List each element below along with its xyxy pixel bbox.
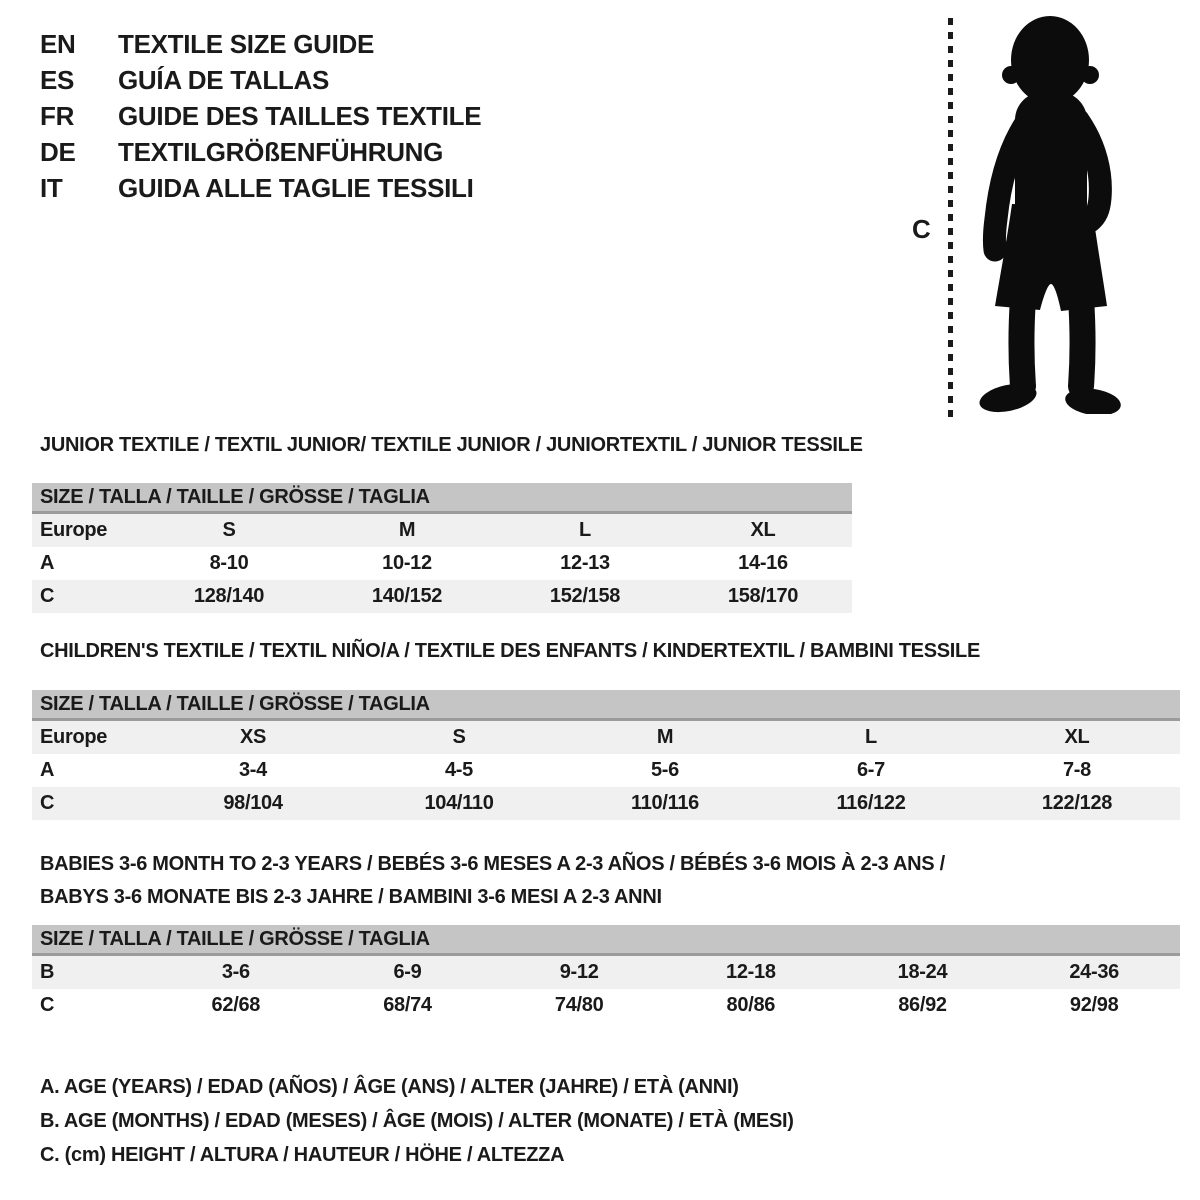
lang-row-es: [40, 62, 481, 98]
lang-code: FR: [40, 101, 75, 131]
table-row: [32, 721, 1180, 754]
table-cell: 110/116: [631, 792, 699, 814]
table-cell: 3-6: [221, 961, 250, 983]
table-cell: 152/158: [549, 585, 621, 607]
row-label: Europe: [40, 519, 108, 541]
row-label: A: [40, 759, 55, 781]
legend-age-years: A. AGE (YEARS) / EDAD (AÑOS) / ÂGE (ANS) / ALTER (JAHRE) / ETÀ (ANNI): [40, 1076, 739, 1098]
table-cell: 140/152: [371, 585, 443, 607]
table-cell: 68/74: [383, 994, 432, 1016]
size-header-bar: SIZE / TALLA / TAILLE / GRÖSSE / TAGLIA: [32, 925, 1180, 956]
table-cell: 18-24: [897, 961, 948, 983]
legend-height-cm: C. (cm) HEIGHT / ALTURA / HAUTEUR / HÖHE / ALTEZZA: [40, 1144, 565, 1166]
table-cell: 12-13: [560, 552, 610, 574]
section-childrens-textile: [32, 640, 1180, 820]
lang-row-fr: [40, 98, 481, 134]
table-cell: 128/140: [193, 585, 265, 607]
table-cell: 6-7: [856, 759, 885, 781]
table-cell: 8-10: [209, 552, 249, 574]
legend-age-months: B. AGE (MONTHS) / EDAD (MESES) / ÂGE (MOIS) / ALTER (MONATE) / ETÀ (MESI): [40, 1110, 794, 1132]
lang-label: GUIDA ALLE TAGLIE TESSILI: [118, 173, 474, 203]
table-cell: 5-6: [650, 759, 679, 781]
table-cell: 7-8: [1062, 759, 1091, 781]
table-cell: 104/110: [424, 792, 494, 814]
table-cell: 12-18: [726, 961, 776, 983]
table-row: [32, 754, 1180, 787]
table-cell: 80/86: [726, 994, 776, 1016]
table-cell: S: [222, 519, 236, 541]
table-row: [32, 514, 852, 547]
section-title: JUNIOR TEXTILE / TEXTIL JUNIOR/ TEXTILE JUNIOR / JUNIORTEXTIL / JUNIOR TESSILE: [40, 434, 863, 456]
table-cell: L: [579, 519, 591, 541]
section-title-line1: BABIES 3-6 MONTH TO 2-3 YEARS / BEBÉS 3-6 MESES A 2-3 AÑOS / BÉBÉS 3-6 MOIS À 2-3 ANS /: [40, 853, 945, 875]
row-label: A: [40, 552, 55, 574]
row-label: C: [40, 792, 55, 814]
section-babies-textile: [32, 848, 1180, 1022]
measurement-legend: [40, 1070, 794, 1172]
size-header-bar: SIZE / TALLA / TAILLE / GRÖSSE / TAGLIA: [32, 483, 852, 514]
table-row: [32, 989, 1180, 1022]
table-cell: 10-12: [382, 552, 432, 574]
lang-label: GUÍA DE TALLAS: [118, 65, 330, 95]
height-measure-label: C: [912, 214, 931, 244]
table-cell: 86/92: [898, 994, 947, 1016]
table-cell: XL: [750, 519, 776, 541]
table-cell: 6-9: [393, 961, 422, 983]
lang-row-en: [40, 26, 481, 62]
table-cell: S: [452, 726, 466, 748]
table-cell: 158/170: [727, 585, 799, 607]
lang-row-it: [40, 170, 481, 206]
lang-code: EN: [40, 29, 76, 59]
section-title: CHILDREN'S TEXTILE / TEXTIL NIÑO/A / TEXTILE DES ENFANTS / KINDERTEXTIL / BAMBINI TESSILE: [40, 640, 980, 662]
lang-code: DE: [40, 137, 76, 167]
table-cell: 3-4: [238, 759, 267, 781]
height-measure-dashed-line: [948, 18, 953, 418]
table-cell: 4-5: [444, 759, 473, 781]
table-cell: 92/98: [1069, 994, 1119, 1016]
table-cell: L: [865, 726, 877, 748]
table-cell: 122/128: [1041, 792, 1113, 814]
table-cell: 62/68: [211, 994, 261, 1016]
children-size-table: [32, 690, 1180, 820]
lang-code: IT: [40, 173, 63, 203]
row-label: C: [40, 585, 55, 607]
table-cell: XL: [1064, 726, 1090, 748]
lang-label: TEXTILE SIZE GUIDE: [118, 29, 375, 59]
table-cell: 24-36: [1069, 961, 1119, 983]
table-cell: M: [398, 519, 416, 541]
table-row: [32, 787, 1180, 820]
section-title-line2: BABYS 3-6 MONATE BIS 2-3 JAHRE / BAMBINI 3-6 MESI A 2-3 ANNI: [40, 886, 662, 908]
baby-height-figure: [898, 12, 1158, 424]
language-title-list: [40, 26, 481, 206]
babies-size-table: [32, 925, 1180, 1022]
table-cell: 116/122: [836, 792, 906, 814]
table-cell: 98/104: [223, 792, 283, 814]
lang-label: TEXTILGRÖßENFÜHRUNG: [118, 137, 444, 167]
row-label: Europe: [40, 726, 108, 748]
row-label: C: [40, 994, 55, 1016]
lang-code: ES: [40, 65, 75, 95]
table-cell: 74/80: [554, 994, 604, 1016]
section-junior-textile: [32, 434, 863, 613]
table-cell: 9-12: [559, 961, 599, 983]
table-row: [32, 580, 852, 613]
size-header-bar: SIZE / TALLA / TAILLE / GRÖSSE / TAGLIA: [32, 690, 1180, 721]
table-cell: XS: [239, 726, 267, 748]
baby-silhouette: [970, 14, 1135, 414]
table-row: [32, 956, 1180, 989]
row-label: B: [40, 961, 55, 983]
table-cell: 14-16: [738, 552, 788, 574]
table-cell: M: [656, 726, 674, 748]
junior-size-table: [32, 483, 852, 613]
table-row: [32, 547, 852, 580]
lang-label: GUIDE DES TAILLES TEXTILE: [118, 101, 482, 131]
lang-row-de: [40, 134, 481, 170]
